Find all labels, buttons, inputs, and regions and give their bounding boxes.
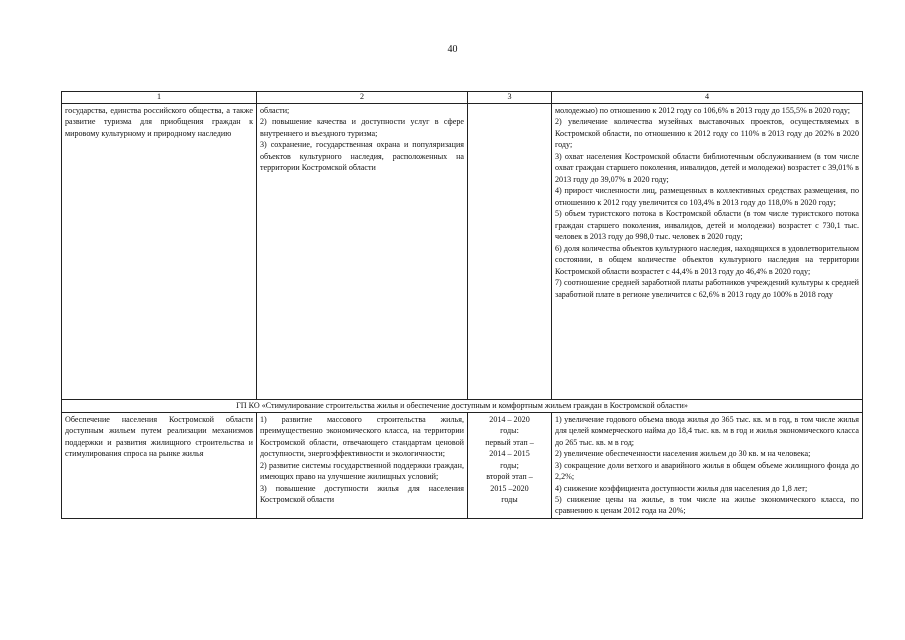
period-cell [468,103,552,399]
column-number-2: 2 [257,92,468,104]
indicator-item: 5) снижение цены на жилье, в том числе на жилье экономического класса, по сравнению к ценам 2012 года на 20%; [555,494,859,516]
document-table [61,91,863,519]
period-line: второй этап – [486,472,533,482]
program-title: ГП КО «Стимулирование строительства жилья и обеспечение доступным и комфортным жильем граждан в Костромской области» [62,399,863,412]
column-number-4: 4 [552,92,863,104]
task-item: 3) повышение доступности жилья для населения Костромской области [260,483,464,504]
table-row [62,412,863,518]
period-cell [468,412,552,518]
indicator-item: молодежью) по отношению к 2012 году со 106,6% в 2013 году до 155,5% в 2020 году; [555,105,851,115]
indicator-item: 6) доля количества объектов культурного наследия, находящихся в удовлетворительном состоянии, в общем количестве объектов культурного наследия на территории Костромской области возрастет с 44,4% в 2013 году до 46,4% в 2020 году; [555,243,859,276]
period-line: 2015 –2020 [490,483,529,493]
period-line: годы; [500,460,519,470]
indicator-item: 5) объем туристского потока в Костромской области (в том числе туристского потока граждан старшего поколения, инвалидов, детей и молодежи) возрастет с 730,1 тыс. человек в 2013 году до 998,0 тыс. человек в 2020 году; [555,209,859,242]
page-number: 40 [447,44,458,55]
table-header-row [62,92,863,104]
indicators-cell [552,412,863,518]
goal-cell: Обеспечение населения Костромской области доступным жильем путем реализации механизмов поддержки и развития жилищного строительства и стимулирования спроса на рынке жилья [62,412,257,518]
period-line: годы [501,494,518,504]
tasks-cell [257,103,468,399]
task-item: 2) развитие системы государственной поддержки граждан, имеющих право на улучшение жилищных условий; [260,460,464,482]
goal-cell: государства, единства российского общества, а также развитие туризма для приобщения граждан к мировому культурному и природному наследию [62,103,257,399]
table-row [62,103,863,399]
indicator-item: 1) увеличение годового объема ввода жилья до 365 тыс. кв. м в год, в том числе жилья для целей коммерческого найма до 18,4 тыс. кв. м в год и жилья экономического класса до 265 тыс. кв. м в год; [555,414,859,447]
indicator-item: 7) соотношение средней заработной платы работников учреждений культуры к средней заработной плате в регионе увеличится с 62,6% в 2013 году до 100% в 2018 году [555,278,859,299]
column-number-3: 3 [468,92,552,104]
indicator-item: 2) увеличение обеспеченности населения жильем до 30 кв. м на человека; [555,449,811,459]
indicator-item: 4) прирост численности лиц, размещенных в коллективных средствах размещения, по отношению к 2012 году увеличится со 103,4% в 2013 году до 118,0% в 2020 году; [555,186,859,207]
task-item: 3) сохранение, государственная охрана и популяризация объектов культурного наследия, расположенных на территории Костромской области [260,140,464,173]
period-line: 2014 – 2020 [489,414,530,424]
tasks-cell [257,412,468,518]
task-item: области; [260,105,290,115]
indicators-cell [552,103,863,399]
column-number-1: 1 [62,92,257,104]
period-line: первый этап – [485,437,534,447]
indicator-item: 3) охват населения Костромской области библиотечным обслуживанием (в том числе охват граждан старшего поколения, инвалидов, детей и молодежи) возрастет с 39,01% в 2013 году до 39,07% в 2020 году; [555,151,859,184]
indicator-item: 2) увеличение количества музейных выставочных проектов, осуществляемых в Костромской области, по отношению к 2012 году со 110% в 2013 году до 202% в 2020 году; [555,117,859,150]
period-line: годы: [500,426,519,436]
task-item: 1) развитие массового строительства жилья, преимущественно экономического класса, на территории Костромской области, отвечающего стандартам ценовой доступности, энергоэффективности и экологичности; [260,414,464,459]
period-line: 2014 – 2015 [489,449,530,459]
indicator-item: 3) сокращение доли ветхого и аварийного жилья в общем объеме жилищного фонда до 2,2%; [555,460,859,482]
program-title-row [62,399,863,412]
indicator-item: 4) снижение коэффициента доступности жилья для населения до 1,8 лет; [555,483,808,493]
task-item: 2) повышение качества и доступности услуг в сфере внутреннего и въездного туризма; [260,117,464,138]
